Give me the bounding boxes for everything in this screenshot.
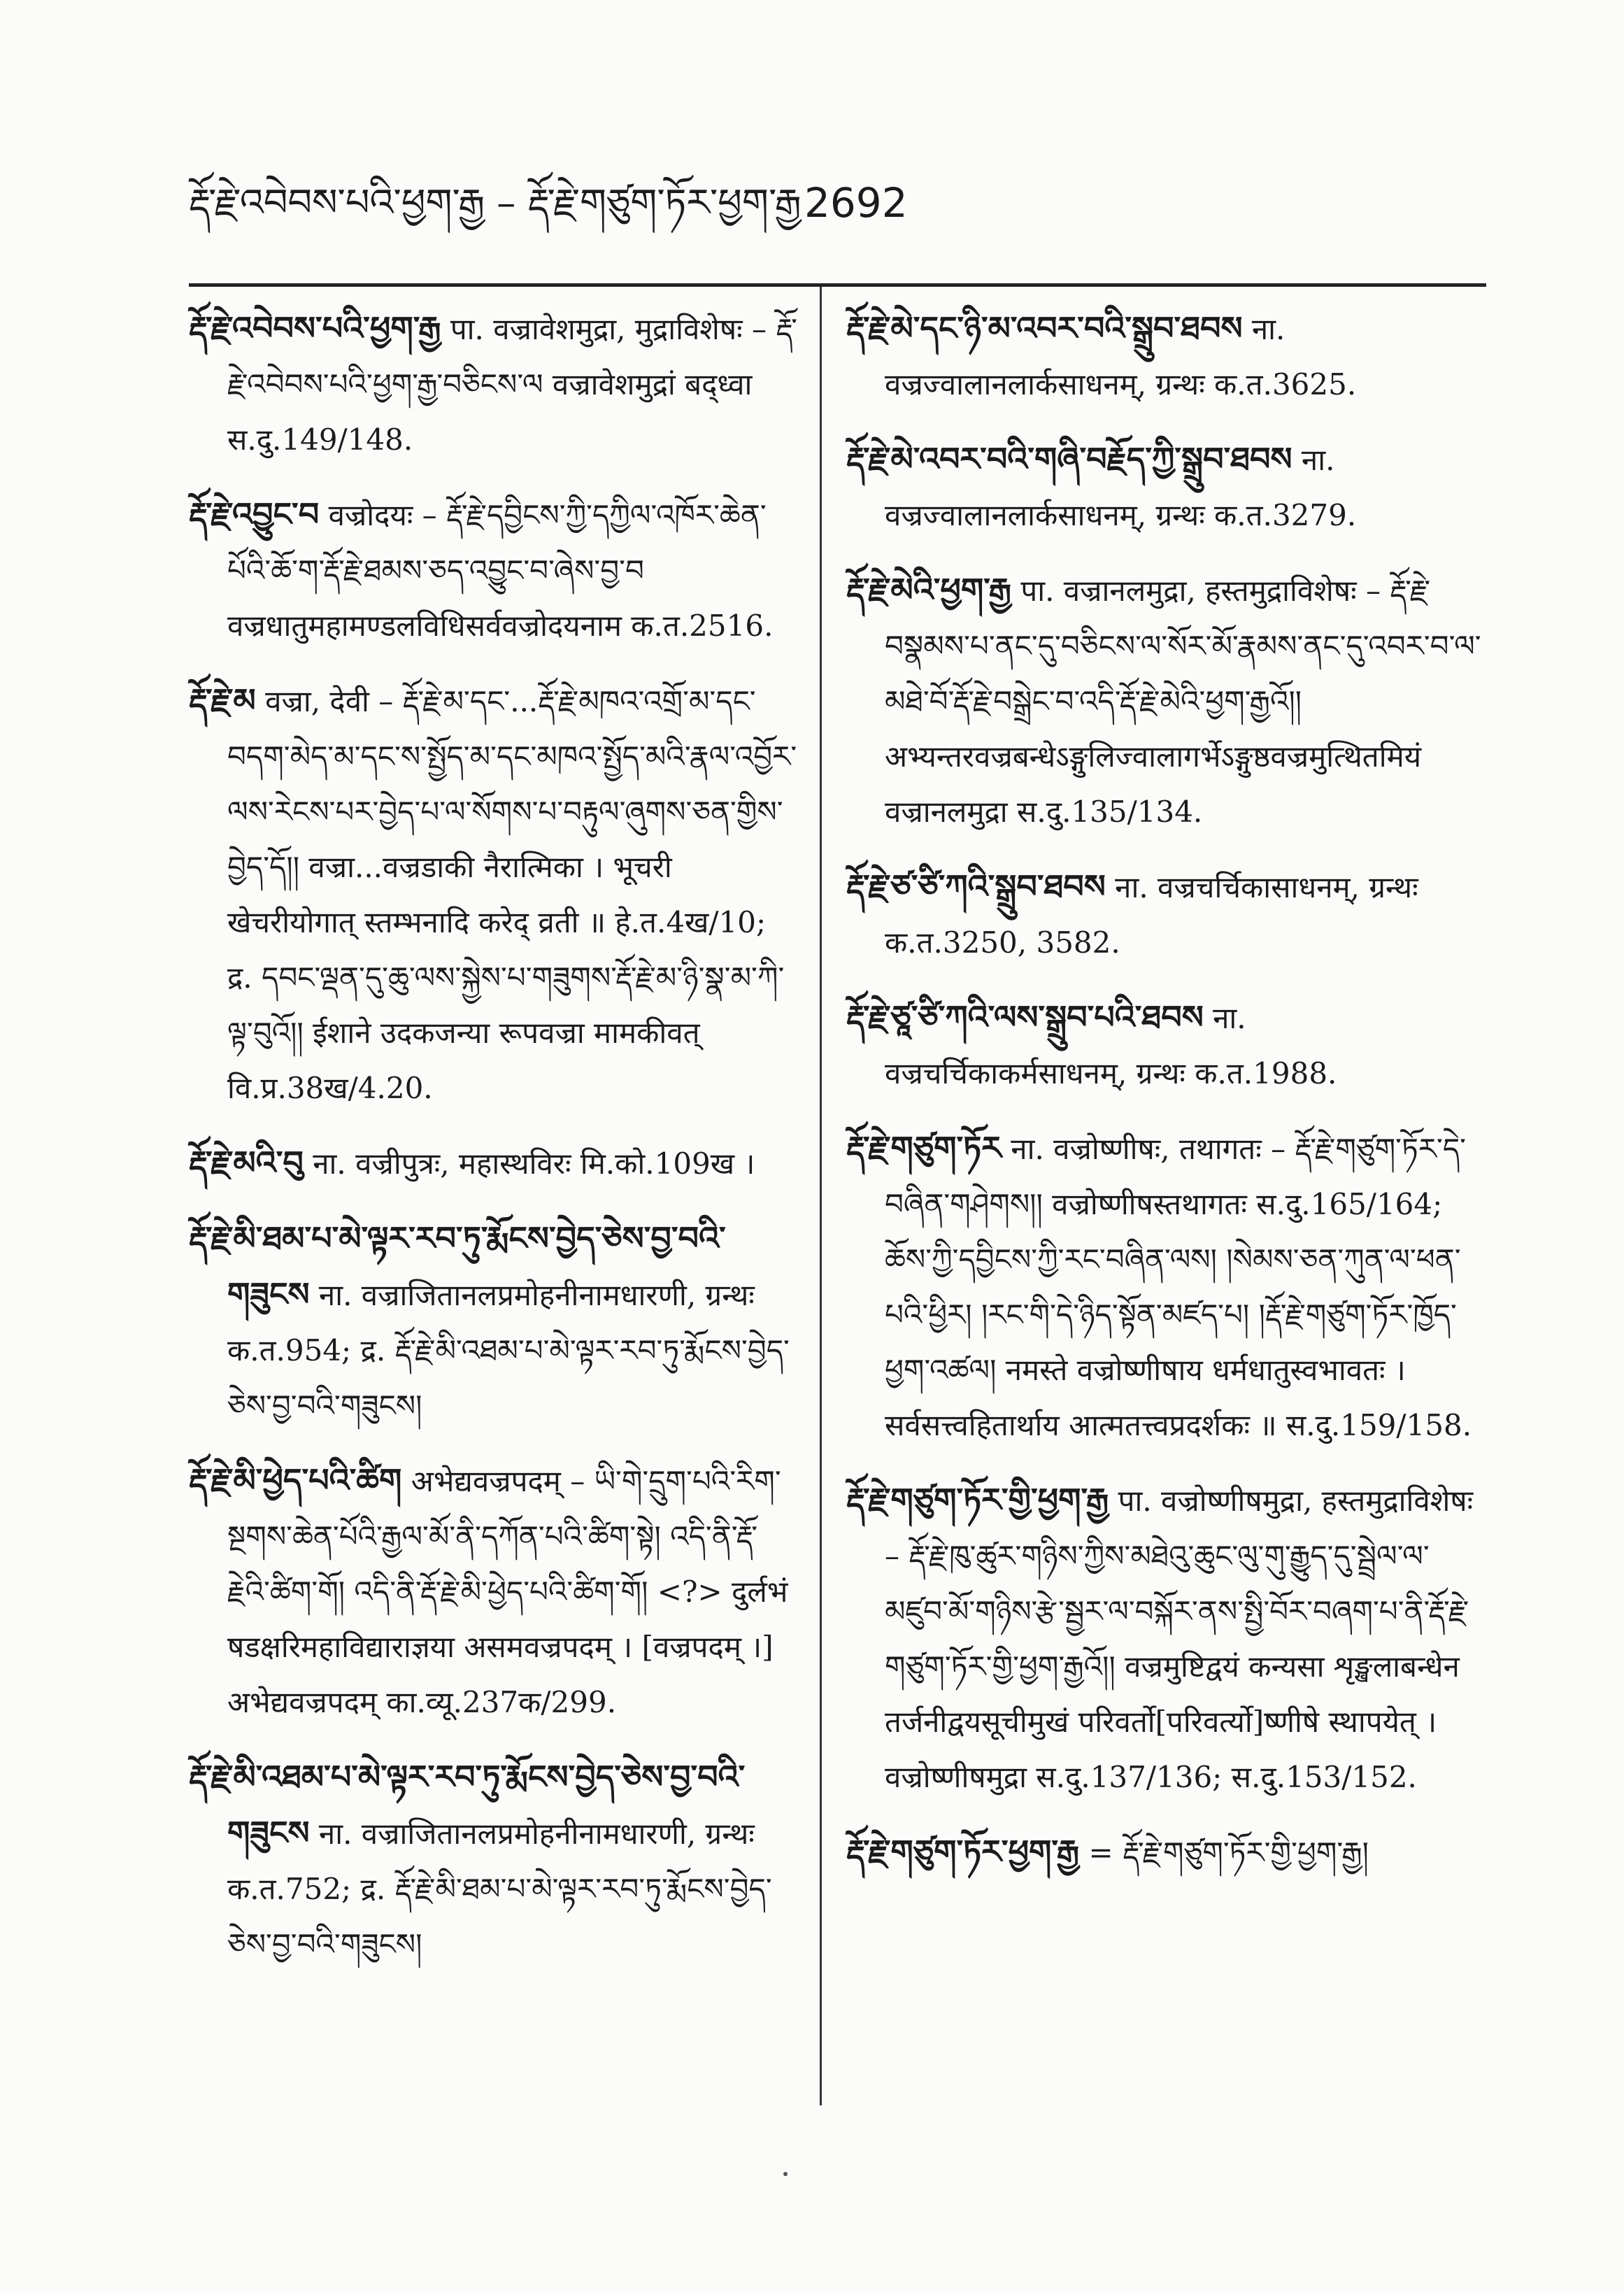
dictionary-entry xyxy=(189,1211,797,1433)
entry-body: ना. वज्रीपुत्रः, महास्थविरः मि.को.109ख । xyxy=(313,1146,755,1181)
entry-headword: རྡོ་རྗེ་འབེབས་པའི་ཕྱག་རྒྱ xyxy=(189,309,441,347)
dictionary-entry xyxy=(846,432,1483,543)
dictionary-entry xyxy=(846,301,1483,412)
entry-headword: རྡོ་རྗེ་མེའི་ཕྱག་རྒྱ xyxy=(846,571,1011,609)
dictionary-entry xyxy=(189,301,797,467)
entry-body: ना. वज्रचर्चिकासाधनम्, ग्रन्थः क.त.3250, 3582. xyxy=(885,870,1418,960)
entry-body: ना. वज्रज्वालानलार्कसाधनम्, ग्रन्थः क.त.3279. xyxy=(885,443,1357,532)
dictionary-entry xyxy=(189,673,797,1116)
entry-headword: རྡོ་རྗེ་མི་ཕྱེད་པའི་ཚིག xyxy=(189,1461,402,1499)
left-column xyxy=(189,301,797,1991)
entry-headword: རྡོ་རྗེ་མི་འཐམ་པ་མེ་ལྟར་རབ་ཏུ་རྨོངས་བྱེད་ཅེས་བྱ་བའི་གཟུངས xyxy=(189,1758,746,1852)
dictionary-entry xyxy=(846,1824,1483,1880)
dictionary-entry xyxy=(846,990,1483,1101)
entry-body: ना. वज्राजितानलप्रमोहनीनामधारणी, ग्रन्थः क.त.954; द्र. རྡོ་རྗེ་མི་འཐམ་པ་མེ་ལྟར་རབ་ཏུ་རྨོངས་བྱེད་ཅེས་བྱ་བའི་གཟུངས། xyxy=(227,1278,790,1423)
entry-body: पा. वज्रोष्णीषमुद्रा, हस्तमुद्राविशेषः – རྡོ་རྗེ་ཁུ་ཚུར་གཉིས་ཀྱིས་མཐེའུ་ཆུང་ལུ་གུ་རྒྱུད་དུ་སྦྲེལ་ལ་མཛུབ་མོ་གཉིས་རྩེ་སྦྱར་ལ་བསྐོར་ནས་སྤྱི་བོར་བཞག་པ་ནི་རྡོ་རྗེ་གཙུག་ཏོར་གྱི་ཕྱག་རྒྱའོ།། वज्रमुष्टिद्वयं कन्यसा शृङ्खलाबन्धेन तर्जनीद्वयसूचीमुखं परिवर्तो[परिवर्त्यो]ष्णीषे स्थापयेत् । वज्रोष्णीषमुद्रा स.दु.137/136; स.दु.153/152. xyxy=(885,1484,1474,1794)
entry-headword: རྡོ་རྗེ་མ xyxy=(189,681,256,719)
page-speck xyxy=(783,2172,788,2176)
entry-headword: རྡོ་རྗེ་མའི་བུ xyxy=(189,1144,304,1181)
entry-headword: རྡོ་རྗེ་ཙཱ་ཙི་ཀའི་ལས་སྒྲུབ་པའི་ཐབས xyxy=(846,998,1204,1036)
dictionary-entry xyxy=(846,1121,1483,1453)
dictionary-entry xyxy=(189,1749,797,1972)
entry-headword: རྡོ་རྗེ་གཙུག་ཏོར xyxy=(846,1129,1002,1167)
entry-body: पा. वज्रावेशमुद्रा, मुद्राविशेषः – རྡོ་རྗེ་འབེབས་པའི་ཕྱག་རྒྱ་བཅིངས་ལ वज्रावेशमुद्रां बद्ध्वा स.दु.149/148. xyxy=(227,312,797,457)
dictionary-entry xyxy=(846,1472,1483,1805)
entry-body: ना. वज्रोष्णीषः, तथागतः – རྡོ་རྗེ་གཙུག་ཏོར་དེ་བཞིན་གཤེགས།། वज्रोष्णीषस्तथागतः स.दु.165/164; ཆོས་ཀྱི་དབྱིངས་ཀྱི་རང་བཞིན་ལས། །སེམས་ཅན་ཀུན་ལ་ཕན་པའི་ཕྱིར། །རང་གི་དེ་ཉིད་སྟོན་མཛད་པ། །རྡོ་རྗེ་གཙུག་ཏོར་ཁྱོད་ཕྱག་འཚལ། नमस्ते वज्रोष्णीषाय धर्मधातुस्वभावतः । सर्वसत्त्वहितार्थाय आत्मतत्त्वप्रदर्शकः ॥ स.दु.159/158. xyxy=(885,1132,1472,1442)
entry-body: ना. वज्रज्वालानलार्कसाधनम्, ग्रन्थः क.त.3625. xyxy=(885,312,1357,402)
entry-body: = རྡོ་རྗེ་གཙུག་ཏོར་གྱི་ཕྱག་རྒྱ། xyxy=(1088,1835,1369,1870)
entry-headword: རྡོ་རྗེ་འབྱུང་བ xyxy=(189,495,320,533)
entry-body: अभेद्यवज्रपदम् – ཡི་གེ་དྲུག་པའི་རིག་སྔགས་ཆེན་པོའི་རྒྱལ་མོ་ནི་དཀོན་པའི་ཚིག་སྟེ། འདི་ནི་རྡོ་རྗེའི་ཚིག་གོ། འདི་ནི་རྡོ་རྗེ་མི་ཕྱེད་པའི་ཚིག་གོ། <?> दुर्लभं षडक्षरिमहाविद्याराज्ञया असमवज्रपदम् । [वज्रपदम् ।] अभेद्यवज्रपदम् का.व्यू.237क/299. xyxy=(227,1464,788,1719)
header-rule xyxy=(189,283,1486,287)
entry-headword: རྡོ་རྗེ་ཙ་ཙི་ཀའི་སྒྲུབ་ཐབས xyxy=(846,867,1106,905)
entry-body: ना. वज्राजितानलप्रमोहनीनामधारणी, ग्रन्थः क.त.752; द्र. རྡོ་རྗེ་མི་ཐམ་པ་མེ་ལྟར་རབ་ཏུ་རྨོངས་བྱེད་ཅེས་བྱ་བའི་གཟུངས། xyxy=(227,1817,772,1961)
entry-headword: རྡོ་རྗེ་མེ་དང་ཉི་མ་འབར་བའི་སྒྲུབ་ཐབས xyxy=(846,309,1243,347)
running-title: རྡོ་རྗེ་འབེབས་པའི་ཕྱག་རྒྱ – རྡོ་རྗེ་གཙུག་ཏོར་ཕྱག་རྒྱ xyxy=(189,180,802,225)
right-column xyxy=(846,301,1483,1900)
entry-headword: རྡོ་རྗེ་མི་ཐམ་པ་མེ་ལྟར་རབ་ཏུ་རྨོངས་བྱེད་ཅེས་བྱ་བའི་གཟུངས xyxy=(189,1219,726,1313)
dictionary-entry xyxy=(846,859,1483,970)
entry-body: पा. वज्रानलमुद्रा, हस्तमुद्राविशेषः – རྡོ་རྗེ་བསྣམས་པ་ནང་དུ་བཅིངས་ལ་སོར་མོ་རྣམས་ནང་དུ་འབར་བ་ལ་མཐེ་བོ་རྡོ་རྗེ་བསྒྲེང་བ་འདི་རྡོ་རྗེ་མེའི་ཕྱག་རྒྱའོ།། अभ्यन्तरवज्रबन्धेऽङ्गुलिज्वालागर्भेऽङ्गुष्ठवज्रमुत्थितमियं वज्रानलमुद्रा स.दु.135/134. xyxy=(885,574,1481,829)
entry-body: ना. वज्रचर्चिकाकर्मसाधनम्, ग्रन्थः क.त.1988. xyxy=(885,1001,1337,1090)
dictionary-entry xyxy=(189,1135,797,1191)
entry-headword: རྡོ་རྗེ་གཙུག་ཏོར་ཕྱག་རྒྱ xyxy=(846,1833,1080,1870)
entry-body: वज्रा, देवी – རྡོ་རྗེ་མ་དང་...རྡོ་རྗེ་མཁའ་འགྲོ་མ་དང་བདག་མེད་མ་དང་ས་སྤྱོད་མ་དང་མཁའ་སྤྱོད་མའི་རྣལ་འབྱོར་ལས་རེངས་པར་བྱེད་པ་ལ་སོགས་པ་བརྟུལ་ཞུགས་ཅན་གྱིས་བྱེད་དོ།། वज्रा...वज्रडाकी नैरात्मिका । भूचरी खेचरीयोगात् स्तम्भनादि करेद् व्रती ॥ हे.त.4ख/10; द्र. དབང་ལྡན་དུ་ཆུ་ལས་སྐྱེས་པ་གཟུགས་རྡོ་རྗེ་མ་ཉི་སྣ་མ་ཀི་ལྟ་བུའོ།། ईशाने उदकजन्या रूपवज्रा मामकीवत् वि.प्र.38ख/4.20. xyxy=(227,684,797,1105)
page-header xyxy=(189,164,1469,241)
entry-headword: རྡོ་རྗེ་གཙུག་ཏོར་གྱི་ཕྱག་རྒྱ xyxy=(846,1481,1109,1519)
dictionary-entry xyxy=(846,562,1483,839)
dictionary-entry xyxy=(189,487,797,653)
dictionary-entry xyxy=(189,1453,797,1730)
column-divider xyxy=(820,287,822,2105)
page-number: 2692 xyxy=(804,179,908,227)
entry-headword: རྡོ་རྗེ་མེ་འབར་བའི་གཞི་བརྗོད་ཀྱི་སྒྲུབ་ཐབས xyxy=(846,440,1292,478)
entry-body: वज्रोदयः – རྡོ་རྗེ་དབྱིངས་ཀྱི་དཀྱིལ་འཁོར་ཆེན་པོའི་ཆོ་ག་རྡོ་རྗེ་ཐམས་ཅད་འབྱུང་བ་ཞེས་བྱ་བ वज्रधातुमहामण्डलविधिसर्ववज्रोदयनाम क.त.2516. xyxy=(227,498,774,643)
